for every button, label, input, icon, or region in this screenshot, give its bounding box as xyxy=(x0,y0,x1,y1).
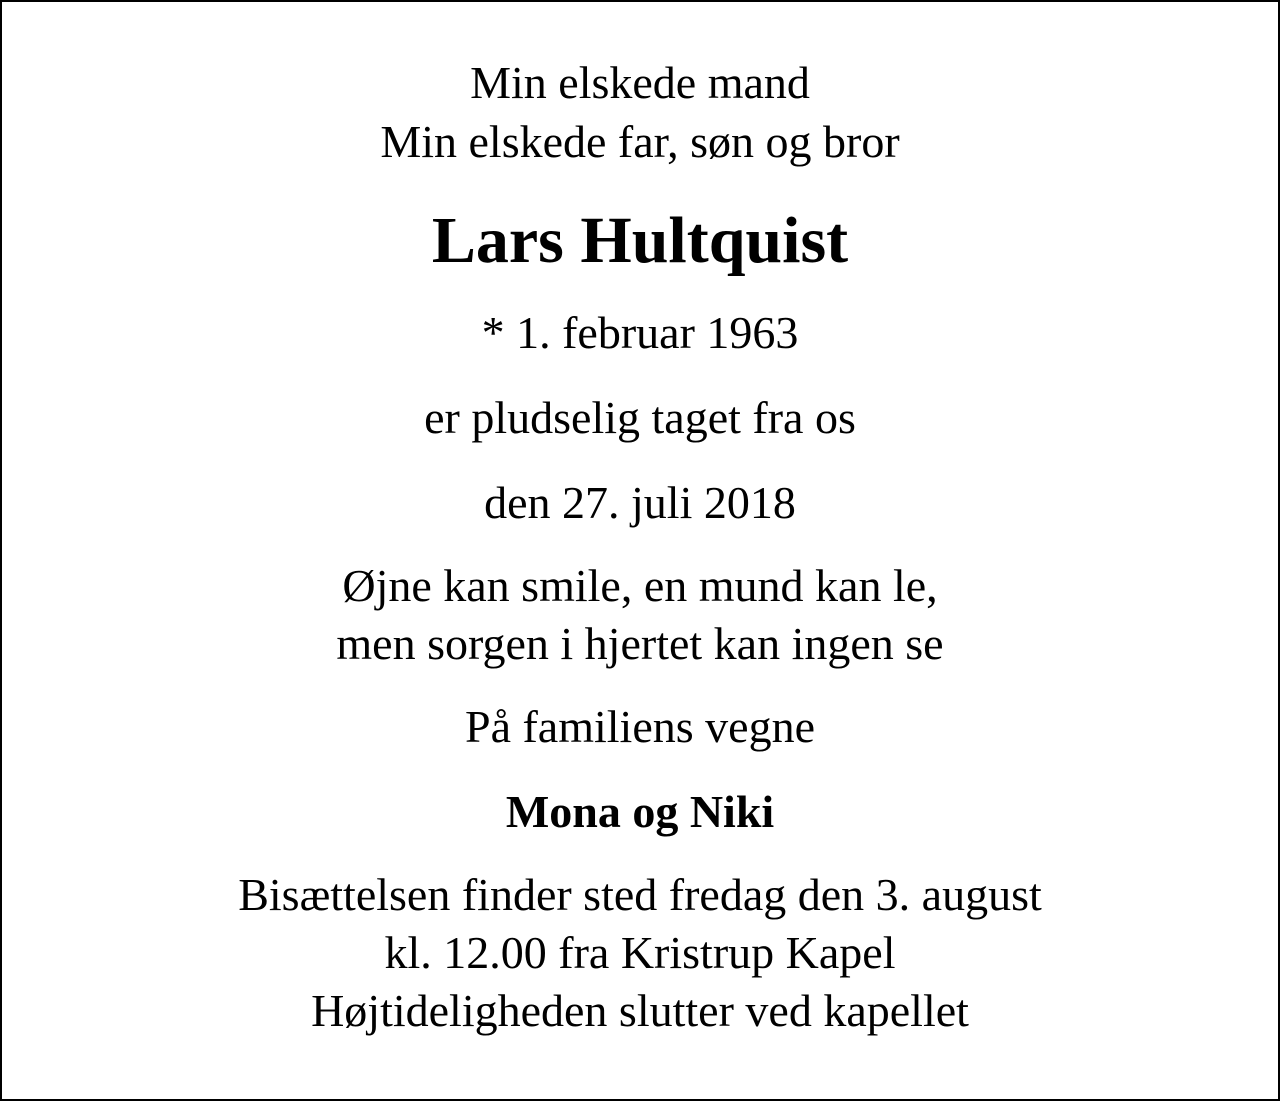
intro-line-1: Min elskede mand xyxy=(470,57,810,108)
funeral-line-3: Højtideligheden slutter ved kapellet xyxy=(311,985,969,1036)
deceased-name: Lars Hultquist xyxy=(431,204,849,277)
on-behalf-text: På familiens vegne xyxy=(464,701,815,752)
passing-text: er pludselig taget fra os xyxy=(424,392,856,443)
funeral-line-1: Bisættelsen finder sted fredag den 3. august xyxy=(238,869,1042,920)
funeral-line-2: kl. 12.00 fra Kristrup Kapel xyxy=(384,927,896,978)
signers: Mona og Niki xyxy=(505,786,775,837)
passing-date: den 27. juli 2018 xyxy=(484,477,796,528)
birth-date: * 1. februar 1963 xyxy=(481,307,799,358)
verse-line-2: men sorgen i hjertet kan ingen se xyxy=(336,618,944,669)
verse-line-1: Øjne kan smile, en mund kan le, xyxy=(342,560,938,611)
intro-line-2: Min elskede far, søn og bror xyxy=(380,116,900,167)
